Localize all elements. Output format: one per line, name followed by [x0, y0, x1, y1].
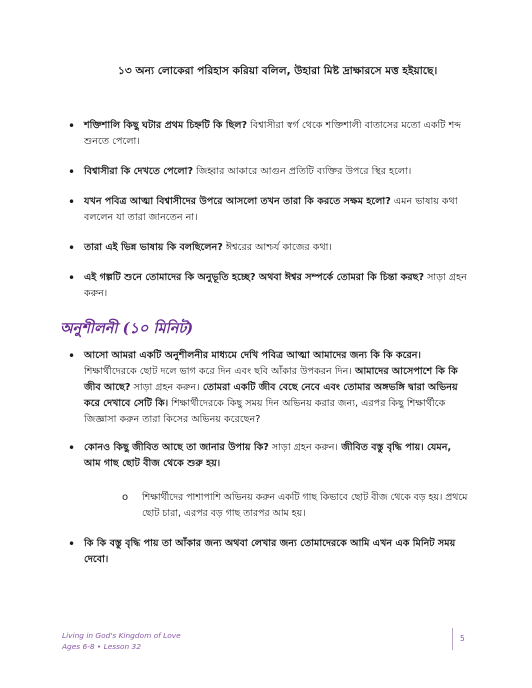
list-item: • শক্তিশালি কিছু ঘটার প্রথম চিহ্নটি কি ছিল? বিশ্বাসীরা স্বর্গ থেকে শক্তিশালী বাতাসের মতো একটি শব্দ শুনতে পেলো।	[68, 119, 461, 147]
bullet-icon: •	[68, 241, 76, 255]
list-item: • আসো আমরা একটি অনুশীলনীর মাধ্যমে দেখি পবিত্র আত্মা আমাদের জন্য কি কি করেন। শিক্ষার্থীদেরকে ছোট দলে ভাগ করে দিন এবং ছবি আঁকার উপকরন দিন। আমাদের আসেপাশে কি কি জীব আছে? সাড়া গ্রহন করুন। তোমরা একটি জীব বেছে নেবে এবং তোমার অঙ্গভঙ্গি দ্বারা অভিনয় করে দেখাবে সেটি কি। শিক্ষার্থীদেরকে কিছু সময় দিন অভিনয় করার জন্য, এরপর কিছু শিক্ষার্থীকে জিজ্ঞাসা করুন তারা কিসের অভিনয় করেছেন?	[68, 349, 458, 425]
bullet-icon: •	[68, 441, 76, 455]
closing-list	[64, 536, 468, 568]
sub-list-item: o শিক্ষার্থীদের পাশাপাশি অভিনয় করুন একটি গাছ কিভাবে ছোট বীজ থেকে বড় হয়। প্রথমে ছোট চারা, এরপর বড় গাছ তারপর আম হয়।	[122, 492, 468, 519]
bullet-icon: •	[68, 349, 76, 363]
footer-title: Living in God's Kingdom of Love	[62, 631, 181, 640]
list-item: • কোনও কিছু জীবিত আছে তা জানার উপায় কি? সাড়া গ্রহন করুন। জীবিত বস্তু বৃদ্ধি পায়। যেমন, আম গাছ ছোট বীজ থেকে শুরু হয়।	[68, 441, 452, 469]
list-item: • এই গল্পটি শুনে তোমাদের কি অনুভূতি হচ্ছে? অথবা ঈশ্বর সম্পর্কে তোমরা কি চিন্তা করছ? সাড়া গ্রহন করুন।	[68, 271, 467, 299]
bullet-icon: •	[68, 165, 76, 179]
bullet-icon: •	[68, 537, 76, 551]
question-list	[64, 118, 468, 302]
bullet-icon: •	[68, 119, 76, 133]
footer-subtitle: Ages 6-8 • Lesson 32	[62, 642, 141, 651]
list-item: • তারা এই ভিন্ন ভাষায় কি বলছিলেন? ঈশ্বরের আশ্চর্য কাজের কথা।	[68, 241, 332, 255]
page-number: 5	[460, 634, 465, 643]
section-heading: অনুশীলনী (১০ মিনিট)	[60, 320, 194, 337]
footer	[62, 630, 181, 652]
bullet-icon: •	[68, 271, 76, 285]
scripture-verse: ১৩ অন্য লোকেরা পরিহাস করিয়া বলিল, উহারা মিষ্ট দ্রাক্ষারসে মত্ত হইয়াছে।	[118, 65, 438, 77]
list-item: • বিশ্বাসীরা কি দেখতে পেলো? জিহ্বার আকারে আগুন প্রতিটি ব্যক্তির উপরে স্থির হলো।	[68, 165, 412, 179]
circle-bullet-icon: o	[122, 492, 129, 503]
bullet-icon: •	[68, 195, 76, 209]
list-item: • যখন পবিত্র আত্মা বিশ্বাসীদের উপরে আসলো তখন তারা কি করতে সক্ষম হলো? এমন ভাষায় কথা বললেন যা তারা জানতেন না।	[68, 195, 458, 223]
footer-divider	[452, 628, 453, 650]
list-item: • কি কি বস্তু বৃদ্ধি পায় তা আঁকার জন্য অথবা লেখার জন্য তোমাদেরকে আমি এখন এক মিনিট সময় দেবো।	[68, 537, 456, 565]
activity-list	[64, 348, 468, 482]
